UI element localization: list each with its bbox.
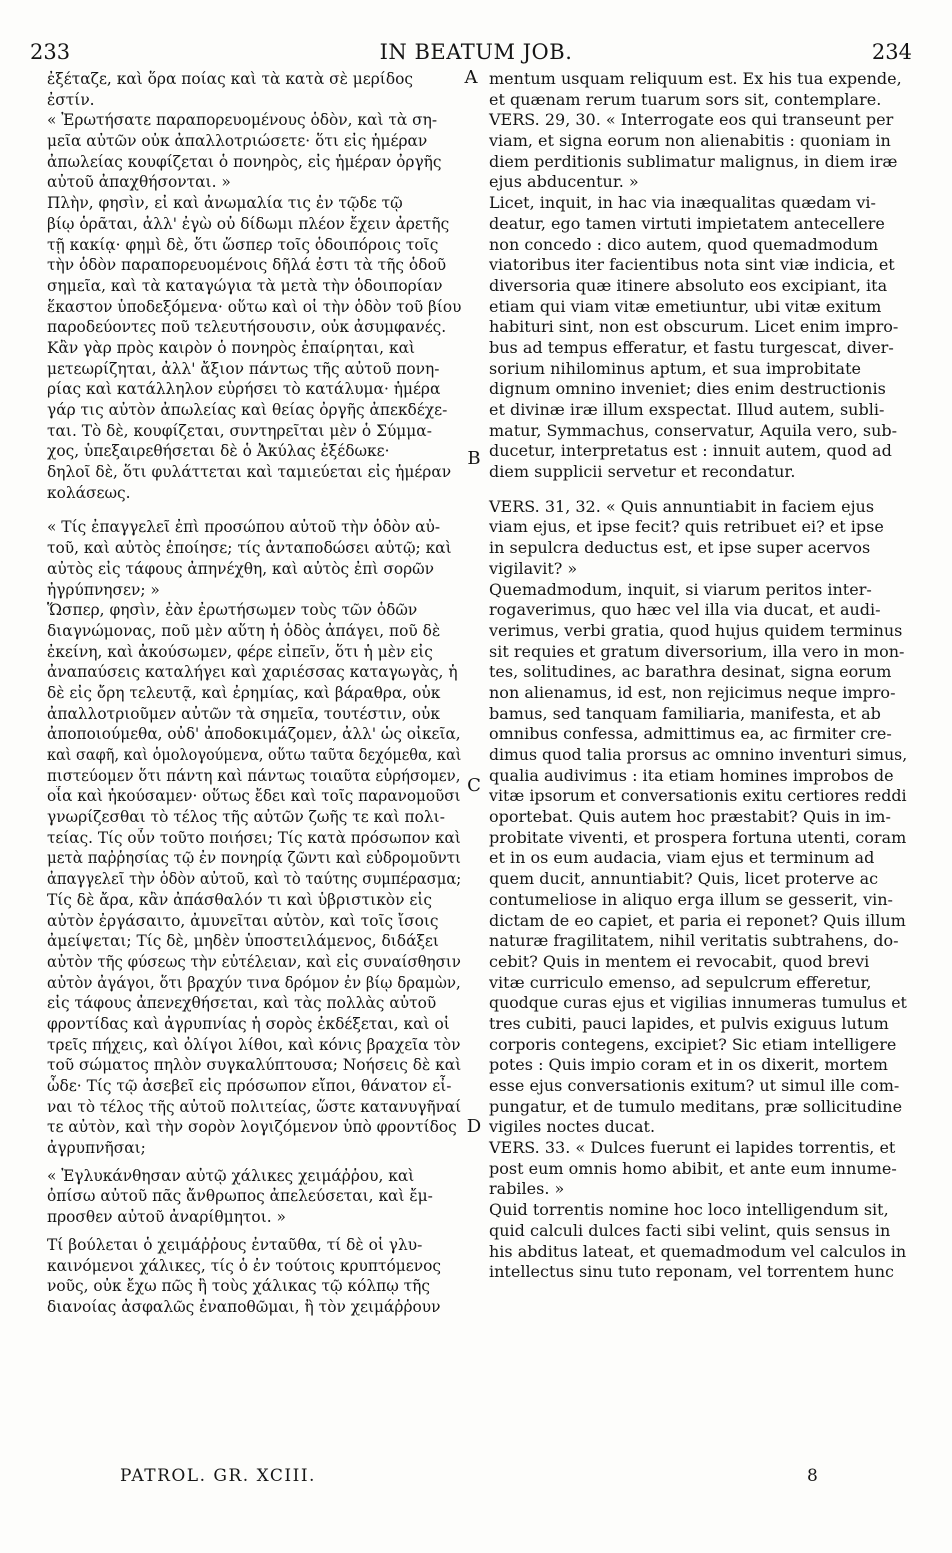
greek-line: « Ἐρωτήσατε παραπορευομένους ὁδὸν, καὶ τὰ ση-	[47, 111, 438, 130]
latin-line: diem supplicii servetur et recondatur.	[489, 462, 796, 482]
greek-line: χος, ὑπεξαιρεθήσεται δὲ ὁ Ἀκύλας ἐξέδωκε·	[47, 442, 390, 461]
latin-line: naturæ fragilitatem, nihil veritatis subtrahens, do-	[489, 931, 899, 951]
latin-line: in sepulcra deductus est, et ipse super acervos	[489, 538, 871, 558]
latin-line: his abditus lateat, et quemadmodum vel calculos in	[489, 1241, 907, 1261]
greek-line: εἰς τάφους ἀπενεχθήσεται, καὶ τὰς πολλὰς αὐτοῦ	[47, 994, 437, 1013]
greek-line: ὀπίσω αὐτοῦ πᾶς ἄνθρωπος ἀπελεύσεται, καὶ ἔμ-	[47, 1187, 433, 1206]
latin-line: diem perditionis sublimatur malignus, in diem iræ	[489, 151, 898, 171]
greek-line: οἷα καὶ ἠκούσαμεν· οὕτως ἔδει καὶ τοῖς παρανομοῦσι	[47, 787, 461, 806]
greek-line: ἀπαγγελεῖ τὴν ὁδὸν αὐτοῦ, καὶ τὸ ταύτης συμπέρασμα;	[47, 870, 462, 889]
latin-line: sorium nihilominus aptum, et sua improbitate	[489, 358, 861, 378]
latin-line: matur, Symmachus, conservatur, Aquila vero, sub-	[489, 420, 898, 440]
latin-line: quid calculi dulces facti sibi velint, quis sensus in	[489, 1220, 891, 1240]
latin-line: bamus, sed tanquam familiaria, manifesta, et ab	[489, 703, 881, 723]
greek-line: αὐτὸν ἐργάσαιτο, ἀμυνεῖται αὐτὸν, καὶ τοῖς ἴσοις	[47, 911, 439, 930]
greek-line: ἠγρύπνησεν; »	[47, 580, 160, 599]
greek-line: κολάσεως.	[47, 483, 131, 502]
greek-line: ναι τὸ τέλος τῆς αὐτοῦ πολιτείας, ὥστε κατανυγῆναί	[47, 1097, 462, 1116]
greek-line: Πλὴν, φησὶν, εἰ καὶ ἀνωμαλία τις ἐν τῷδε τῷ	[47, 194, 403, 213]
greek-line: τε αὐτὸν, καὶ τὴν σορὸν λογιζόμενον ὑπὸ φροντίδος	[47, 1118, 457, 1137]
greek-line: τείας. Τίς οὖν τοῦτο ποιήσει; Τίς κατὰ πρόσωπον καὶ	[47, 828, 461, 847]
latin-line: ducetur, interpretatus est : innuit autem, quod ad	[489, 441, 892, 461]
latin-line: vigilavit? »	[489, 558, 578, 578]
latin-line: non alienamus, id est, non rejicimus neque impro-	[489, 682, 896, 702]
greek-line: δὲ εἰς ὄρη τελευτᾷ, καὶ ἐρημίας, καὶ βάραθρα, οὐκ	[47, 683, 441, 702]
page-number-left: 233	[30, 40, 71, 64]
latin-line: oportebat. Quis autem hoc præstabit? Quis in im-	[489, 807, 891, 827]
latin-line: et quænam rerum tuarum sors sit, contemplare.	[489, 89, 882, 109]
greek-line: αὐτοῦ ἀπαχθήσονται. »	[47, 173, 231, 192]
latin-line: dignum omnino inveniet; dies enim destructionis	[489, 379, 886, 399]
latin-line: dictam de eo capiet, et paria ei reponet? Quis illum	[489, 910, 906, 930]
greek-line: γνωρίζεσθαι τὸ τέλος τῆς αὐτῶν ζωῆς τε καὶ πολι-	[47, 808, 445, 827]
greek-line: τρεῖς πήχεις, καὶ ὀλίγοι λίθοι, καὶ κόνις βραχεῖα τὸν	[47, 1035, 461, 1054]
latin-line: corporis contegens, excipiet? Sic etiam intelligere	[489, 1034, 897, 1054]
latin-line: VERS. 29, 30. « Interrogate eos qui transeunt per	[489, 110, 894, 130]
greek-line: πιστεύομεν ὅτι πάντη καὶ πάντως τοιαῦτα εὑρήσομεν,	[47, 766, 461, 785]
greek-line: « Ἐγλυκάνθησαν αὐτῷ χάλικες χειμάῤῥου, καὶ	[47, 1166, 415, 1185]
greek-line: καὶ σαφῆ, καὶ ὁμολογούμενα, οὕτω ταῦτα δεχόμεθα, καὶ	[47, 746, 462, 764]
latin-line: Licet, inquit, in hac via inæqualitas quædam vi-	[489, 193, 876, 213]
margin-marker-c: C	[467, 775, 481, 796]
latin-line: quem ducit, annuntiabit? Quis, licet proterve ac	[489, 869, 879, 889]
greek-line: φροντίδας καὶ ἀγρυπνίας ἡ σορὸς ἐκδέξεται, καὶ οἱ	[47, 1014, 450, 1033]
latin-line: potes : Quis impio coram et in os dixerit, mortem	[489, 1055, 888, 1075]
greek-line: βίῳ ὁρᾶται, ἀλλ' ἐγὼ οὐ δίδωμι πλέον ἔχειν ἀρετῆς	[47, 214, 450, 233]
greek-line: ἀγρυπνῆσαι;	[47, 1139, 146, 1158]
latin-line: contumeliose in aliquo erga illum se gesserit, vin-	[489, 889, 893, 909]
latin-line: rogaverimus, quo hæc vel illa via ducat, et audi-	[489, 600, 881, 620]
greek-line: παροδεύοντες ποῦ τελευτήσουσιν, οὐκ ἀσυμφανές.	[47, 318, 447, 337]
latin-line: diversoria quæ itinere absoluto eos excipiant, ita	[489, 275, 888, 295]
latin-line: habituri sint, non est obscurum. Licet enim impro-	[489, 317, 899, 337]
paragraph-gap	[47, 1228, 461, 1235]
greek-line: Τίς δὲ ἄρα, κἂν ἀπάσθαλόν τι καὶ ὑβριστικὸν εἰς	[47, 890, 432, 909]
greek-line: μετὰ παῤῥησίας τῷ ἐν πονηρίᾳ ζῶντι καὶ εὐδρομοῦντι	[47, 849, 461, 868]
latin-line: bus ad tempus efferatur, et fastu turgescat, diver-	[489, 337, 894, 357]
greek-line: δηλοῖ δὲ, ὅτι φυλάττεται καὶ ταμιεύεται εἰς ἡμέραν	[47, 463, 452, 482]
footer-signature: PATROL. GR. XCIII.	[120, 1466, 316, 1486]
margin-marker-d: D	[466, 1116, 482, 1137]
greek-line: τοῦ, καὶ αὐτὸς ἐποίησε; τίς ἀνταποδώσει αὐτῷ; καὶ	[47, 539, 452, 558]
latin-line: rabiles. »	[489, 1179, 565, 1199]
greek-line: ἀναπαύσεις καταλήγει καὶ χαριέσσας καταγωγὰς, ἡ	[47, 663, 458, 682]
latin-line: quodque curas ejus et vigilias innumeras tumulus et	[489, 993, 907, 1013]
latin-line: Quid torrentis nomine hoc loco intelligendum sit,	[489, 1200, 889, 1220]
greek-line: ὧδε· Τίς τῷ ἀσεβεῖ εἰς πρόσωπον εἴποι, θάνατον εἶ-	[47, 1077, 452, 1095]
paragraph-gap	[47, 1159, 461, 1166]
latin-line: non concedo : dico autem, quod quemadmodum	[489, 234, 879, 254]
margin-marker-b: B	[467, 448, 481, 469]
greek-line: Ὥσπερ, φησὶν, ἐὰν ἐρωτήσωμεν τοὺς τῶν ὁδῶν	[47, 601, 418, 620]
latin-line: viam ejus, et ipse fecit? quis retribuet ei? et ipse	[489, 517, 884, 537]
paragraph-gap	[47, 503, 461, 517]
greek-line: ἀπωλείας κουφίζεται ὁ πονηρὸς, εἰς ἡμέραν ὀργῆς	[47, 152, 442, 171]
greek-line: γάρ τις αὐτὸν ἀπωλείας καὶ θείας ὀργῆς ἀπεκδέχε-	[47, 401, 448, 419]
greek-line: ἀμείψεται; Τίς δὲ, μηδὲν ὑποστειλάμενος, διδάξει	[47, 932, 439, 951]
greek-line: τοῦ σώματος πηλὸν συγκαλύπτουσα; Νοήσεις δὲ καὶ	[47, 1056, 462, 1075]
latin-line: dimus quod talia prorsus ac omnino inventuri simus,	[489, 745, 908, 764]
page-number-right: 234	[871, 40, 912, 64]
greek-line: Κἂν γὰρ πρὸς καιρὸν ὁ πονηρὸς ἐπαίρηται, καὶ	[47, 338, 416, 357]
greek-line: μεῖα αὐτῶν οὐκ ἀπαλλοτριώσετε· ὅτι εἰς ἡμέραν	[47, 132, 428, 151]
greek-line: ται. Τὸ δὲ, κουφίζεται, συντηρεῖται μὲν ὁ Σύμμα-	[47, 421, 432, 440]
latin-line: sit requies et gratum diversorium, illa vero in mon-	[489, 641, 905, 661]
greek-line: « Τίς ἐπαγγελεῖ ἐπὶ προσώπου αὐτοῦ τὴν ὁδὸν αὐ-	[47, 518, 441, 537]
latin-line: probitate viventi, et prospera fortuna utenti, coram	[489, 827, 907, 847]
latin-line: omnibus confessa, admittimus ea, ac firmiter cre-	[489, 724, 892, 744]
latin-line: mentum usquam reliquum est. Ex his tua expende,	[489, 69, 902, 88]
greek-line: τῇ κακίᾳ· φημὶ δὲ, ὅτι ὥσπερ τοῖς ὁδοιπόροις τοῖς	[47, 235, 439, 254]
greek-line: σημεῖα, καὶ τὰ καταγώγια τὰ μετὰ τὴν ὁδοιπορίαν	[47, 276, 443, 295]
latin-text-column	[489, 69, 907, 1283]
greek-line: αὐτὸν τῆς φύσεως τὴν εὐτέλειαν, καὶ εἰς συναίσθησιν	[47, 952, 461, 971]
latin-line: Quemadmodum, inquit, si viarum peritos inter-	[489, 579, 872, 599]
greek-line: ρίας καὶ κατάλληλον εὑρήσει τὸ κατάλυμα· ἡμέρα	[47, 380, 441, 399]
footer-sheet-number: 8	[807, 1466, 818, 1486]
latin-line: etiam qui viam vitæ emetiuntur, ubi vitæ exitum	[489, 296, 882, 316]
greek-line: ἀποποιούμεθα, οὐδ' ἀποδοκιμάζομεν, ἀλλ' ὡς οἰκεῖα,	[47, 725, 461, 744]
latin-line: tres cubiti, pauci lapides, et pulvis exiguus lutum	[489, 1013, 889, 1033]
latin-line: pungatur, et de tumulo meditans, præ sollicitudine	[489, 1096, 903, 1116]
greek-line: προσθεν αὐτοῦ ἀναρίθμητοι. »	[47, 1208, 286, 1227]
greek-text-column	[47, 69, 461, 1318]
latin-line: vitæ curriculo emenso, ad sepulcrum efferetur,	[489, 972, 872, 992]
latin-line: VERS. 33. « Dulces fuerunt ei lapides torrentis, et	[489, 1138, 896, 1158]
latin-line: tes, solitudines, ac barathra desinat, signa eorum	[489, 662, 892, 682]
latin-line: vigiles noctes ducat.	[489, 1117, 656, 1137]
greek-line: νοῦς, οὐκ ἔχω πῶς ἢ τοὺς χάλικας τῷ κόλπῳ τῆς	[47, 1277, 431, 1296]
greek-line: μετεωρίζηται, ἀλλ' ἄξιον πάντως τῆς αὐτοῦ πονη-	[47, 359, 440, 378]
greek-line: αὐτὸν ἀγάγοι, ὅτι βραχύν τινα δρόμον ἐν βίῳ δραμὼν,	[47, 973, 461, 992]
greek-line: Τί βούλεται ὁ χειμάῤῥους ἐνταῦθα, τί δὲ οἱ γλυ-	[47, 1235, 423, 1254]
latin-line: ejus abducentur. »	[489, 172, 639, 192]
latin-line: deatur, ego tamen virtuti impietatem antecellere	[489, 213, 885, 233]
greek-line: ἐκείνη, καὶ ἀκούσωμεν, φέρε εἰπεῖν, ὅτι ἡ μὲν εἰς	[47, 642, 433, 661]
latin-line: intellectus sinu tuto reponam, vel torrentem hunc	[489, 1262, 894, 1282]
latin-line: esse ejus conversationis exitum? ut simul ille com-	[489, 1076, 900, 1095]
greek-line: καινόμενοι χάλικες, τίς ὁ ἐν τούτοις κρυπτόμενος	[47, 1256, 442, 1275]
latin-line: VERS. 31, 32. « Quis annuntiabit in faciem ejus	[489, 496, 875, 516]
greek-line: ἀπαλλοτριοῦμεν αὐτῶν τὰ σημεῖα, τουτέστιν, οὐκ	[47, 704, 440, 723]
margin-marker-a: A	[464, 67, 478, 88]
greek-line: αὐτὸς εἰς τάφους ἀπηνέχθη, καὶ αὐτὸς ἐπὶ σορῶν	[47, 559, 435, 578]
running-title: IN BEATUM JOB.	[379, 40, 573, 64]
latin-line: cebit? Quis in mentem ei revocabit, quod brevi	[489, 951, 870, 971]
latin-line: verimus, verbi gratia, quod hujus quidem terminus	[489, 620, 903, 640]
latin-line: et divinæ iræ illum exspectat. Illud autem, subli-	[489, 400, 885, 419]
latin-line: viatoribus iter facientibus nota sint viæ indicia, et	[489, 255, 895, 275]
paragraph-gap	[489, 483, 907, 497]
latin-line: post eum omnis homo abibit, et ante eum innume-	[489, 1158, 897, 1178]
greek-line: διανοίας ἀσφαλῶς ἐναποθῶμαι, ἢ τὸν χειμάῤῥουν	[47, 1297, 441, 1316]
greek-line: ἐστίν.	[47, 90, 95, 109]
greek-line: ἐξέταζε, καὶ ὅρα ποίας καὶ τὰ κατὰ σὲ μερίδος	[47, 70, 413, 88]
greek-line: τὴν ὁδὸν παραπορευομένοις δῆλά ἐστι τὰ τῆς ὁδοῦ	[47, 256, 447, 275]
latin-line: et in os eum audacia, viam ejus et terminum ad	[489, 848, 875, 868]
latin-line: vitæ ipsorum et conversationis exitu certiores reddi	[489, 786, 907, 806]
greek-line: ἕκαστον ὑποδεξόμενα· οὕτω καὶ οἱ τὴν ὁδὸν τοῦ βίου	[47, 297, 462, 316]
greek-line: διαγνώμονας, ποῦ μὲν αὕτη ἡ ὁδὸς ἀπάγει, ποῦ δὲ	[47, 621, 441, 640]
latin-line: qualia audivimus : ita etiam homines improbos de	[489, 765, 894, 785]
latin-line: viam, et signa eorum non alienabitis : quoniam in	[489, 131, 891, 151]
